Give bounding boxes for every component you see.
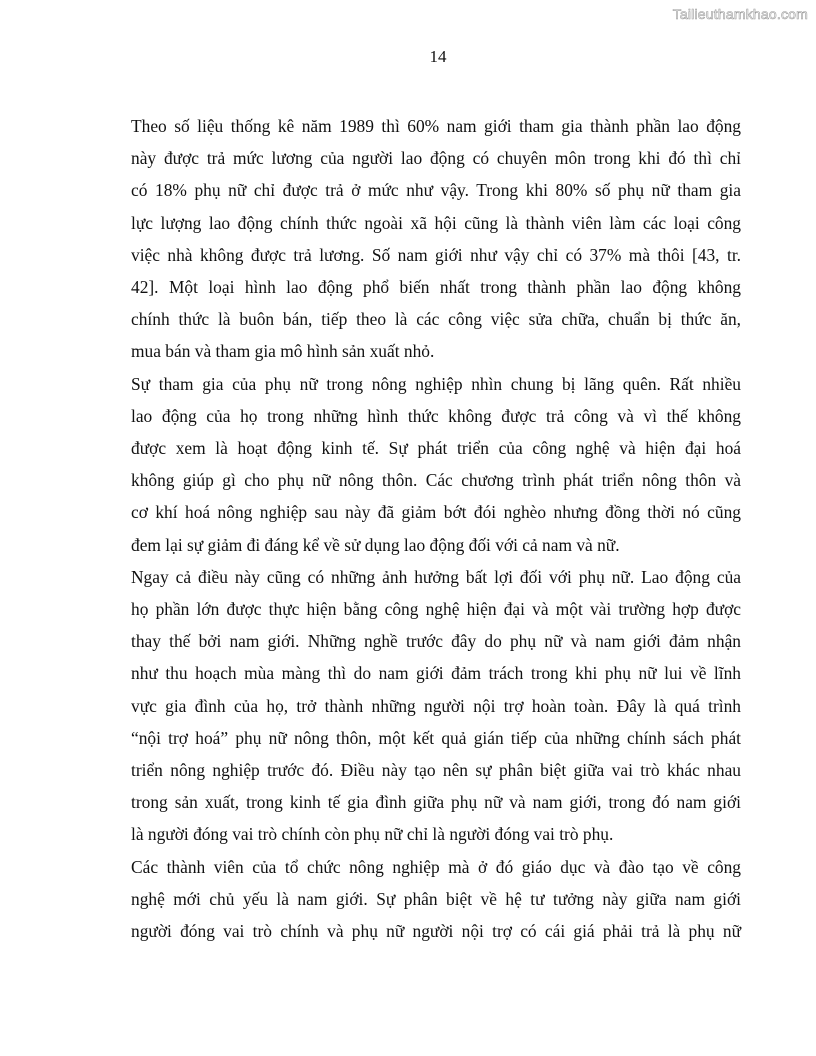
text-line: này được trả mức lương của người lao động có chuyên môn trong khi đó thì chỉ [131, 148, 741, 169]
paragraph-3 [131, 561, 741, 851]
text-line: trong sản xuất, trong kinh tế gia đình giữa phụ nữ và nam giới, trong đó nam giới [131, 792, 741, 813]
text-line: việc nhà không được trả lương. Số nam giới như vậy chỉ có 37% mà thôi [43, tr. [131, 244, 741, 265]
text-line: Theo số liệu thống kê năm 1989 thì 60% nam giới tham gia thành phần lao động [131, 116, 741, 136]
text-line: là người đóng vai trò chính còn phụ nữ chỉ là người đóng vai trò phụ. [131, 824, 614, 845]
page-number: 14 [429, 47, 447, 66]
text-line: Ngay cả điều này cũng có những ảnh hưởng bất lợi đối với phụ nữ. Lao động của [131, 566, 741, 587]
text-line: họ phần lớn được thực hiện bằng công nghệ hiện đại và một vài trường hợp được [131, 599, 741, 620]
text-line: nghệ mới chủ yếu là nam giới. Sự phân biệt về hệ tư tưởng này giữa nam giới [131, 888, 741, 909]
text-line: người đóng vai trò chính và phụ nữ người nội trợ có cái giá phải trả là phụ nữ [131, 921, 741, 942]
text-line: Các thành viên của tổ chức nông nghiệp mà ở đó giáo dục và đào tạo về công [131, 856, 741, 877]
text-line: có 18% phụ nữ chỉ được trả ở mức như vậy. Trong khi 80% số phụ nữ tham gia [131, 180, 741, 201]
text-line: chính thức là buôn bán, tiếp theo là các công việc sửa chữa, chuẩn bị thức ăn, [131, 309, 741, 330]
text-line: lao động của họ trong những hình thức không được trả công và vì thế không [131, 405, 741, 426]
document-body [131, 110, 741, 947]
text-line: được xem là hoạt động kinh tế. Sự phát triển của công nghệ và hiện đại hoá [131, 438, 741, 459]
text-line: mua bán và tham gia mô hình sản xuất nhỏ. [131, 341, 435, 362]
text-line: Sự tham gia của phụ nữ trong nông nghiệp nhìn chung bị lãng quên. Rất nhiều [131, 373, 741, 394]
text-line: “nội trợ hoá” phụ nữ nông thôn, một kết quả gián tiếp của những chính sách phát [131, 727, 741, 748]
watermark: Tailieuthamkhao.com [672, 6, 808, 22]
paragraph-2 [131, 368, 741, 561]
text-line: như thu hoạch mùa màng thì do nam giới đảm trách trong khi phụ nữ lui về lĩnh [131, 663, 741, 684]
text-line: 42]. Một loại hình lao động phổ biến nhất trong thành phần lao động không [131, 277, 741, 298]
text-line: đem lại sự giảm đi đáng kể về sử dụng lao động đối với cả nam và nữ. [131, 534, 620, 555]
text-line: triển nông nghiệp trước đó. Điều này tạo nên sự phân biệt giữa vai trò khác nhau [131, 760, 741, 781]
text-line: thay thế bởi nam giới. Những nghề trước đây do phụ nữ và nam giới đảm nhận [131, 631, 741, 652]
text-line: cơ khí hoá nông nghiệp sau này đã giảm bớt đói nghèo nhưng đồng thời nó cũng [131, 502, 741, 523]
paragraph-4 [131, 851, 741, 948]
text-line: không giúp gì cho phụ nữ nông thôn. Các chương trình phát triển nông thôn và [131, 470, 741, 491]
text-line: lực lượng lao động chính thức ngoài xã hội cũng là thành viên làm các loại công [131, 212, 741, 233]
text-line: vực gia đình của họ, trở thành những người nội trợ hoàn toàn. Đây là quá trình [131, 695, 741, 716]
paragraph-1 [131, 110, 741, 368]
